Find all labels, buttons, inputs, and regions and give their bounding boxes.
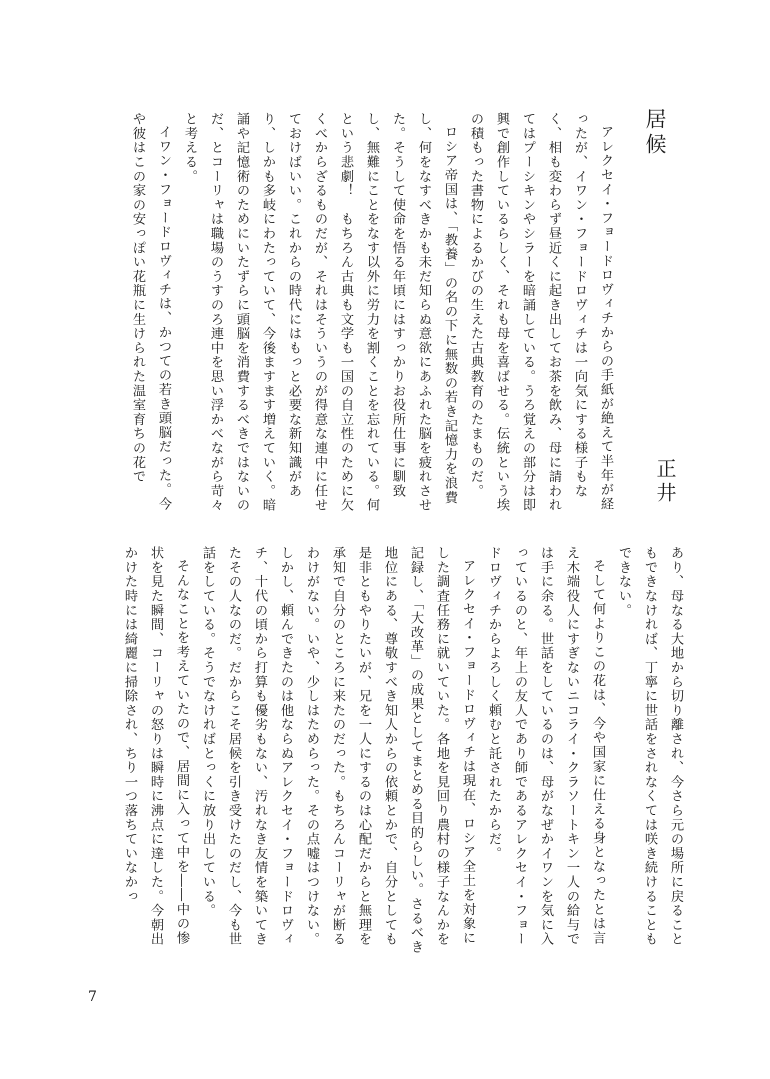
paragraph: アレクセイ・フョードロヴィチからの手紙が絶えて半年が経ったが、イワン・フョードロヴィチは一向気にする様子もなく、相も変わらず昼近くに起き出してお茶を飲み、母に請われてはプーシキンやシラーを暗誦している。うろ覚えの部分は即興で創作しているらしく、それも母を喜ばせる。伝統という埃の積もった書物によるかびの生えた古典教育のたまものだ。 xyxy=(468,112,613,513)
lower-text-block xyxy=(78,546,688,956)
paragraph: ロシア帝国は、「教養」の名の下に無数の若き記憶力を浪費し、何をなすべきかも未だ知らぬ意欲にあふれた脳を疲れさせた。そうして使命を悟る年頃にはすっかりお役所仕事に馴致し、無難にことをなす以外に労力を割くことを忘れている。何という悲劇！ もちろん古典も文学も一国の自立性のために欠くべからざるものだが、それはそういうのが得意な連中に任せておけばいい。これからの時代にはもっと必要な新知識があり、しかも多岐にわたっていて、今後ますます増えていく。暗誦や記憶術のためにいたずらに頭脳を消費するべきではないのだ、とコーリャは職場のうすのろ連中を思い浮かべながら苛々と考える。 xyxy=(182,112,457,513)
story-title: 居候 xyxy=(643,108,667,158)
author-name: 正井 xyxy=(653,458,677,506)
paragraph: あり、母なる大地から切り離され、今さら元の場所に戻ることもできなければ、丁寧に世話をされなくては咲き続けることもできない。 xyxy=(616,546,683,947)
upper-text-block xyxy=(78,112,618,520)
paragraph: アレクセイ・フョードロヴィチは現在、ロシア全土を対象にした調査任務に就いていた。各地を見回り農村の様子なんかを記録し、「大改革」の成果としてまとめる目的らしい。さるべき地位にある、尊敬すべき知人からの依頼とかで、自分としても是非ともやりたいが、兄を一人にするのは心配だからと無理を承知で自分のところに来たのだった。もちろんコーリャが断るわけがない。いや、少しはためらった。その点嘘はつけない。しかし、頼んできたのは他ならぬアレクセイ・フョードロヴィチ、十代の頃から打算も優劣もない、汚れなき友情を築いてきたその人なのだ。だからこそ居候を引き受けたのだし、今も世話をしている。そうでなければとっくに放り出している。 xyxy=(200,546,475,955)
paragraph: そして何よりこの花は、今や国家に仕える身となったとは言え木端役人にすぎないニコライ・クラソートキン一人の給与では手に余る。世話をしているのは、母がなぜかイワンを気に入っているのと、年上の友人であり師であるアレクセイ・フョードロヴィチからよろしく頼むと託されたからだ。 xyxy=(486,546,605,947)
paragraph: イワン・フョードロヴィチは、かつての若き頭脳だった。今や彼はこの家の安っぽい花瓶に生けられた温室育ちの花で xyxy=(130,112,171,512)
paragraph: そんなことを考えていたので、居間に入って中を――中の惨状を見た瞬間、コーリャの怒りは瞬時に沸点に達した。今朝出かけた時には綺麗に掃除され、ちり一つ落ちていなかっ xyxy=(122,546,189,947)
page-number: 7 xyxy=(88,989,97,1005)
